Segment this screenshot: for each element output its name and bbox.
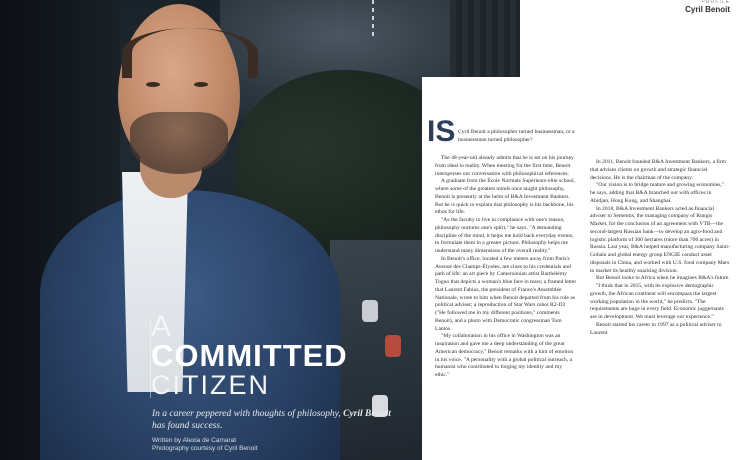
title-line-2: COMMITTED	[151, 338, 348, 373]
paragraph: "Our vision is to bridge mature and growing economies," he says, adding that B&A branched out with offices in Abidjan, Hong Kong, and Shanghai.	[590, 182, 725, 204]
article-panel	[422, 77, 740, 460]
paragraph: The 48-year-old already admits that he is set on his journey from ideal to reality. When meeting for the first time, Benoit intersperses our conversation with philosophical references.	[435, 155, 574, 177]
paragraph: "I think that in 2015, with its explosive demographic growth, the African continent will encompass the largest working population in the world," he predicts. "The requirements are huge in every field. Economic juggernauts are in development. We must leverage our experience."	[590, 283, 724, 320]
paragraph: In 2011, Benoit founded B&A Investment Bankers, a firm that advises clients on growth and strategic financial decisions. He is the chairman of the company.	[590, 159, 726, 181]
beard	[130, 112, 228, 174]
article-column-1	[435, 155, 577, 380]
right-eye	[194, 82, 208, 87]
title-line-1: A	[151, 310, 172, 343]
section-label: PROFILE	[701, 0, 730, 5]
dek-text-before: In a career peppered with thoughts of philosophy,	[152, 409, 341, 419]
drop-cap: IS	[427, 115, 456, 148]
paragraph: "As the faculty to live in compliance with one's reason, philosophy nurtures one's spirit," he says. "A demanding discipline of the mind, it helps me hold back everyday events, to formulate them in a greater picture. Philosophy helps me understand many dimensions of the overall reality."	[435, 217, 574, 254]
dek	[152, 408, 392, 432]
article-lead: Cyril Benoit a philosopher turned businessman, or a businessman turned philosopher?	[458, 129, 575, 143]
header-name: Cyril Benoit	[685, 5, 730, 14]
paragraph: In Benoit's office, located a few meters away from Paris's Avenue des Champs-Élysées, are clues to his credentials and path of life: an art piece by Cameroonian artist Barthélémy Toguo that depicts a woman's blue face in tears; a framed letter that Laurent Fabius, the president of France's Assemblée Nationale, wrote to him when Benoit departed from his role as political adviser; a reproduction of Star Wars robot R2-D2 ("He followed me in my different positions," comments Benoit), and a photo with Democratic congressman Tom Lantos.	[435, 255, 577, 332]
writer-credit: Written by Alexia de Camarat	[152, 437, 237, 444]
paragraph: "My collaboration in his office in Washington was an inspiration and gave me a deep understanding of the great American democracy," Benoit remarks with a hint of emotion in his voice. "A personality with a global political outreach, a humanist who contributed to forging my identity and my ethic."	[435, 333, 574, 378]
paragraph: But Benoit looks to Africa when he imagines B&A's future.	[596, 275, 730, 282]
dek-name: Cyril Benoit	[343, 409, 391, 419]
title-line-3: CITIZEN	[151, 370, 270, 400]
paragraph: A graduate from the École Normale Supérieure elite school, where some of the greatest minds once taught philosophy, Benoit is presently at the helm of B&A Investment Bankers. But he is quick to explain that philosophy is his backbone, his ethos for life.	[435, 178, 576, 216]
hair	[122, 28, 258, 78]
dek-text-after: has found success.	[152, 421, 223, 431]
paragraph: In 2018, B&A Investment Bankers acted as financial adviser to Sementis, the managing company of Rungis Market, for the conclusion of an agreement with VTB—the second-largest Russian bank—to develop an agro-food and logistic platform of 300 hectares (more than 700 acres) in Russia. Last year, B&A helped manufacturing company Saint-Gobain and global energy group ENGIE conduct asset disposals in China, and worked with U.S. food company Mars to market its healthy snacking division.	[590, 205, 730, 274]
left-eye	[146, 82, 160, 87]
paragraph: Benoit started his career in 1997 as a political adviser to Laurent	[590, 321, 722, 336]
photo-credit: Photography courtesy of Cyril Benoit	[152, 445, 258, 452]
article-column-2	[590, 159, 730, 337]
credits	[152, 437, 258, 453]
